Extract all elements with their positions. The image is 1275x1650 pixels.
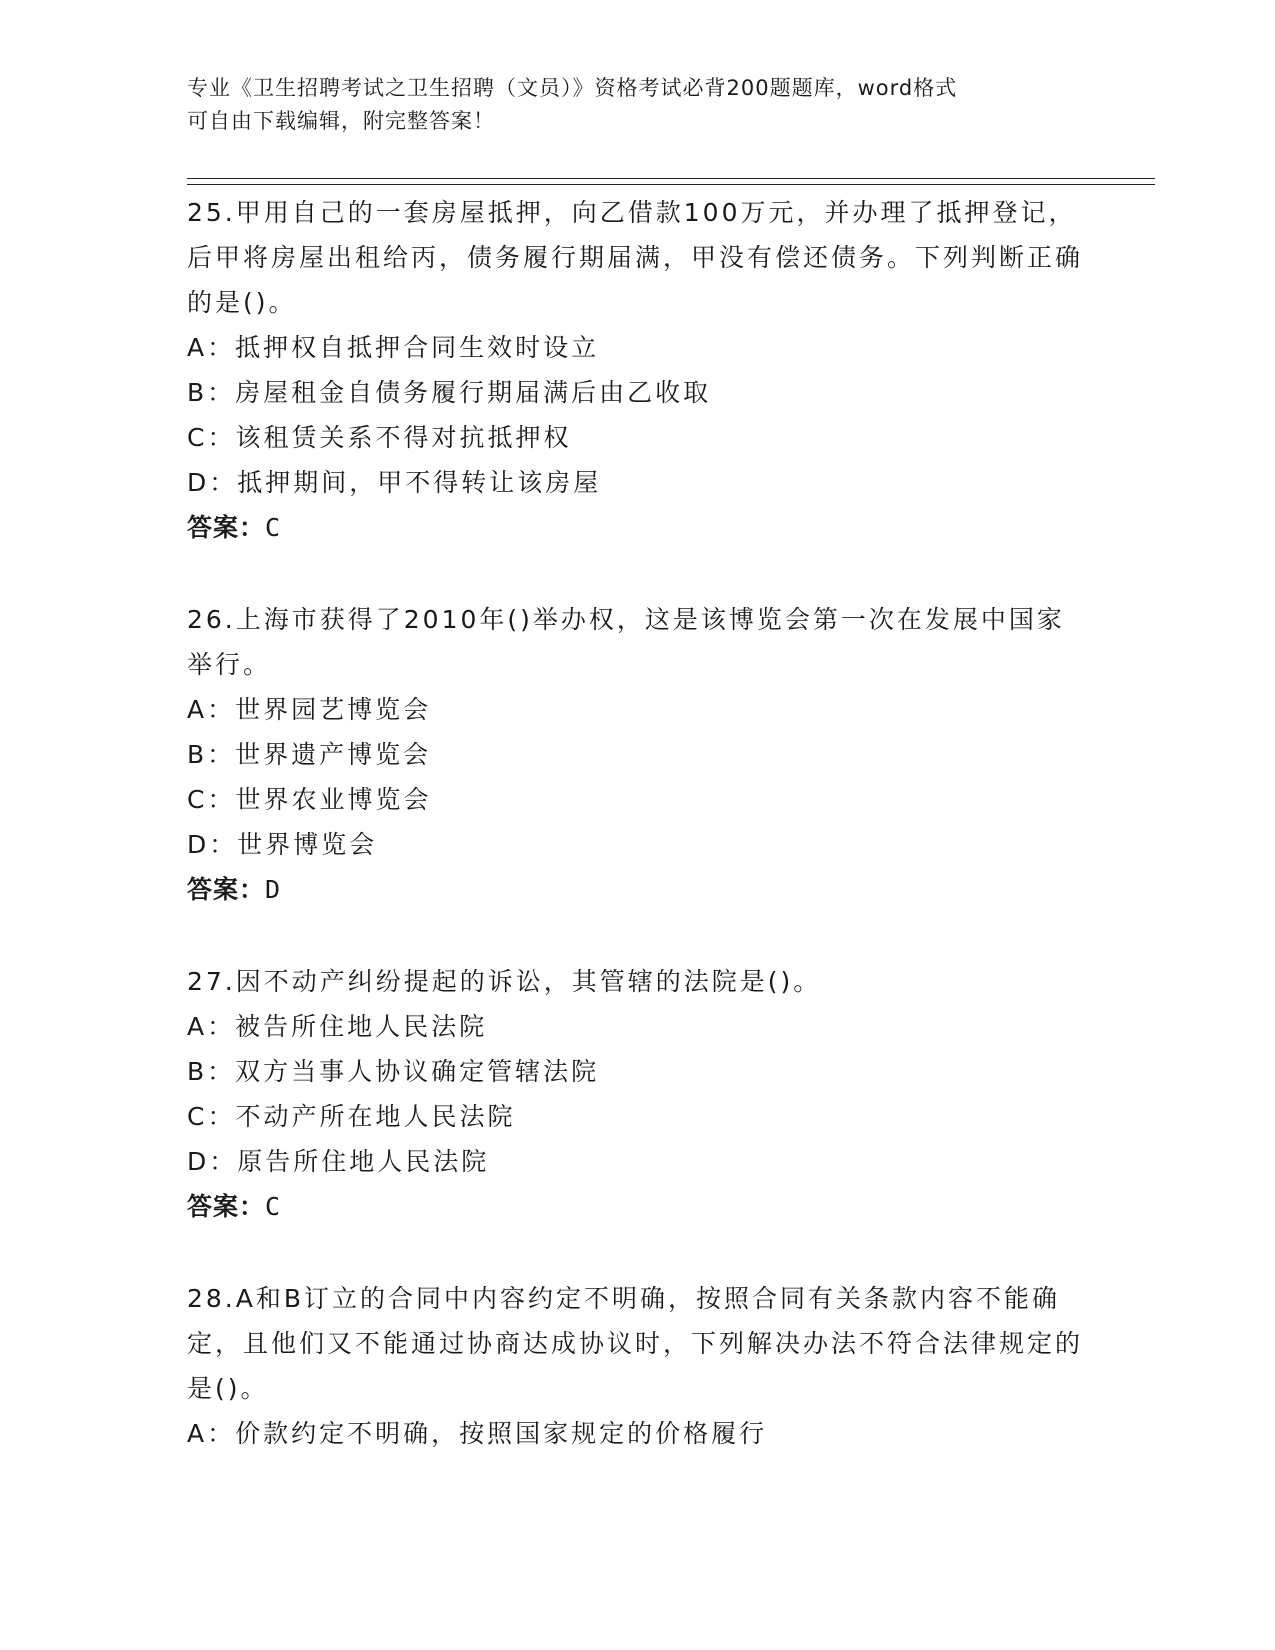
option-b: B：房屋租金自债务履行期届满后由乙收取 bbox=[187, 378, 712, 407]
answer-value: C bbox=[265, 513, 282, 542]
header-title-line-2: 可自由下载编辑，附完整答案！ bbox=[187, 109, 495, 133]
option-c: C：世界农业博览会 bbox=[187, 785, 432, 814]
answer-line bbox=[187, 1184, 1087, 1229]
question-text: 25.甲用自己的一套房屋抵押，向乙借款100万元，并办理了抵押登记，后甲将房屋出租给丙，债务履行期届满，甲没有偿还债务。下列判断正确的是()。 bbox=[187, 198, 1084, 317]
option-a: A：被告所住地人民法院 bbox=[187, 1012, 488, 1041]
answer-line bbox=[187, 867, 1087, 912]
question-item bbox=[187, 1276, 1087, 1456]
option-a: A：价款约定不明确，按照国家规定的价格履行 bbox=[187, 1419, 768, 1448]
answer-value: D bbox=[265, 875, 282, 904]
header-title-line-1: 专业《卫生招聘考试之卫生招聘（文员）》资格考试必背200题题库，word格式 bbox=[187, 76, 958, 100]
option-c: C：该租赁关系不得对抗抵押权 bbox=[187, 423, 572, 452]
question-text: 26.上海市获得了2010年()举办权，这是该博览会第一次在发展中国家举行。 bbox=[187, 605, 1065, 679]
answer-label: 答案： bbox=[187, 1192, 266, 1221]
answer-line bbox=[187, 505, 1087, 550]
question-item bbox=[187, 959, 1087, 1229]
question-text: 27.因不动产纠纷提起的诉讼，其管辖的法院是()。 bbox=[187, 967, 822, 996]
answer-label: 答案： bbox=[187, 513, 266, 542]
option-d: D：抵押期间，甲不得转让该房屋 bbox=[187, 468, 602, 497]
answer-value: C bbox=[265, 1192, 282, 1221]
header-divider-top bbox=[187, 178, 1155, 179]
question-item bbox=[187, 597, 1087, 912]
document-header bbox=[187, 72, 1087, 138]
header-divider-bottom bbox=[187, 184, 1155, 185]
question-list bbox=[187, 190, 1087, 1456]
option-b: B：双方当事人协议确定管辖法院 bbox=[187, 1057, 600, 1086]
option-a: A：世界园艺博览会 bbox=[187, 695, 432, 724]
option-a: A：抵押权自抵押合同生效时设立 bbox=[187, 333, 600, 362]
answer-label: 答案： bbox=[187, 875, 266, 904]
option-d: D：世界博览会 bbox=[187, 830, 378, 859]
option-d: D：原告所住地人民法院 bbox=[187, 1147, 490, 1176]
option-b: B：世界遗产博览会 bbox=[187, 740, 432, 769]
question-item bbox=[187, 190, 1087, 550]
option-c: C：不动产所在地人民法院 bbox=[187, 1102, 516, 1131]
question-text: 28.A和B订立的合同中内容约定不明确，按照合同有关条款内容不能确定，且他们又不能通过协商达成协议时，下列解决办法不符合法律规定的是()。 bbox=[187, 1284, 1084, 1403]
